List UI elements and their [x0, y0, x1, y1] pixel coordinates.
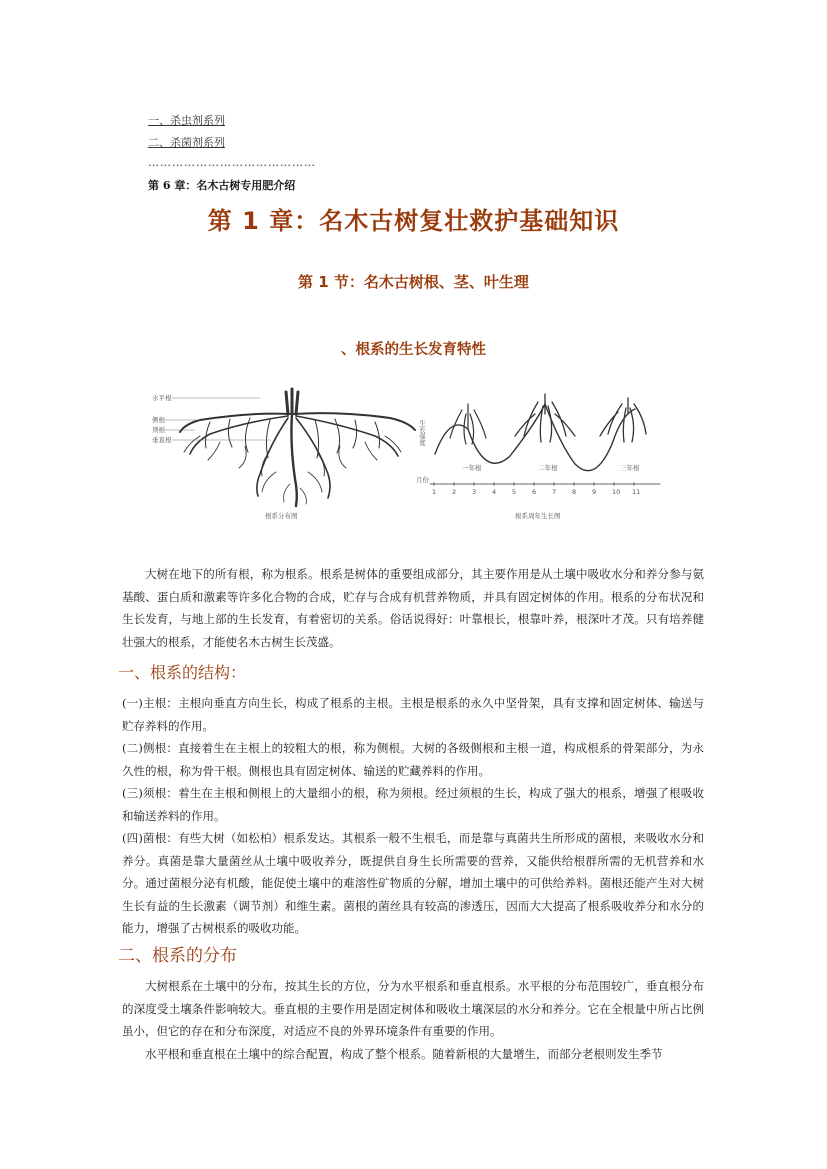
label-one-year-root: 一年根	[462, 464, 482, 472]
root-system-figure	[150, 384, 670, 524]
axis-label-month: 月份	[416, 476, 429, 484]
axis-tick-label: 11	[632, 488, 641, 496]
left-figure-caption: 根系分布图	[265, 512, 298, 520]
section1-heading: 一、根系的结构：	[118, 663, 247, 682]
label-horizontal-root: 水平根	[152, 394, 172, 402]
axis-tick-label: 4	[492, 488, 497, 496]
toc-link-fungicide[interactable]	[148, 134, 225, 150]
distribution-paragraph-1: 大树根系在土壤中的分布，按其生长的方位，分为水平根系和垂直根系。水平根的分布范围较广，垂直根分布的深度受土壤条件影响较大。垂直根的主要作用是固定树体和吸收土壤深层的水分和养分。它在全根量中所占比例虽小，但它的存在和分布深度，对适应不良的外界环境条件有重要的作用。	[122, 979, 704, 1038]
axis-tick-label: 6	[532, 488, 537, 496]
axis-tick-label: 5	[512, 488, 517, 496]
subsection-title: 、根系的生长发育特性	[341, 342, 486, 358]
section2-heading: 二、根系的分布	[118, 946, 237, 966]
axis-tick-label: 9	[592, 488, 597, 496]
structure-item-main-root: (一)主根：主根向垂直方向生长，构成了根系的主根。主根是根系的永久中坚骨架，具有支撑和固定树体、输送与贮存养料的作用。	[122, 696, 704, 733]
axis-tick-label: 7	[552, 488, 557, 496]
axis-tick-label: 1	[432, 488, 437, 496]
axis-tick-label: 8	[572, 488, 577, 496]
toc-chapter6: 第 6 章：名木古树专用肥介绍	[148, 179, 296, 192]
toc-link-insecticide[interactable]	[148, 112, 225, 128]
label-two-year-root: 二年根	[538, 464, 558, 472]
axis-tick-label: 3	[472, 488, 477, 496]
axis-tick-label: 10	[612, 488, 621, 496]
label-vertical-root: 垂直根	[152, 436, 172, 444]
root-distribution-diagram	[180, 389, 415, 506]
toc-dots: ……………………………………	[148, 156, 316, 169]
chapter-title: 第 1 章：名木古树复壮救护基础知识	[207, 207, 620, 235]
right-figure-caption: 根系周年生长图	[515, 512, 561, 520]
structure-list	[122, 692, 704, 940]
section-title: 第 1 节：名木古树根、茎、叶生理	[298, 273, 529, 291]
label-fibrous-root: 须根	[152, 426, 165, 434]
right-vertical-label: 生长强度	[418, 420, 426, 446]
toc-link-text[interactable]: 二、杀菌剂系列	[148, 136, 225, 149]
distribution-paragraph-2: 水平根和垂直根在土壤中的综合配置，构成了整个根系。随着新根的大量增生，而部分老根则发生季节	[145, 1047, 663, 1061]
toc-link-text[interactable]: 一、杀虫剂系列	[148, 114, 225, 127]
structure-item-fibrous-root: (三)须根：着生在主根和侧根上的大量细小的根，称为须根。经过须根的生长，构成了强大的根系，增强了根吸收和输送养料的作用。	[122, 786, 704, 823]
structure-item-lateral-root: (二)侧根：直接着生在主根上的较粗大的根，称为侧根。大树的各级侧根和主根一道，构成根系的骨架部分，为永久性的根，称为骨干根。侧根也具有固定树体、输送的贮藏养料的作用。	[122, 741, 704, 778]
label-lateral-root: 侧根	[152, 416, 165, 424]
structure-item-mycorrhiza: (四)菌根：有些大树（如松柏）根系发达。其根系一般不生根毛，而是靠与真菌共生所形成的菌根，来吸收水分和养分。真菌是靠大量菌丝从土壤中吸收养分，既提供自身生长所需要的营养，又能供给根群所需的无机营养和水分。通过菌根分泌有机酸，能促使土壤中的难溶性矿物质的分解，增加土壤中的可供给养料。菌根还能产生对大树生长有益的生长激素（调节剂）和维生素。菌根的菌丝具有较高的渗透压，因而大大提高了根系吸收养分和水分的能力，增强了古树根系的吸收功能。	[122, 831, 704, 935]
intro-paragraph: 大树在地下的所有根，称为根系。根系是树体的重要组成部分，其主要作用是从土壤中吸收水分和养分参与氨基酸、蛋白质和激素等许多化合物的合成，贮存与合成有机营养物质，并具有固定树体的作用。根系的分布状况和生长发育，与地上部的生长发育，有着密切的关系。俗话说得好：叶靠根长，根靠叶养，根深叶才茂。只有培养健壮强大的根系，才能使名木古树生长茂盛。	[122, 567, 704, 649]
label-three-year-root: 三年根	[620, 464, 640, 472]
trunk	[286, 389, 298, 414]
axis-tick-label: 2	[452, 488, 457, 496]
